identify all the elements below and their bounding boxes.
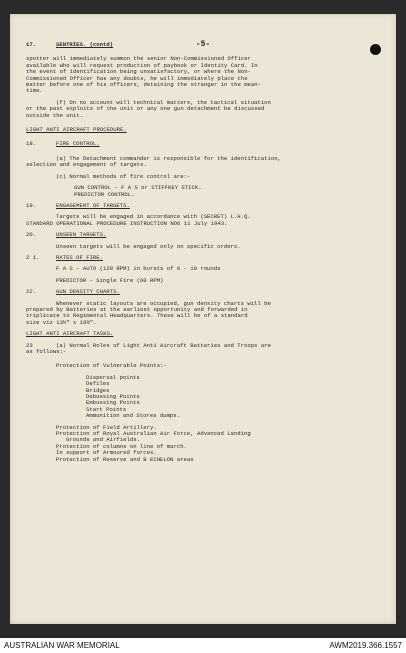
section-number: 20. bbox=[26, 231, 37, 239]
text-line: Unseen targets will be engaged only on specific orders. bbox=[56, 242, 241, 250]
list-item: Protection of Reserve and B ECHELON areas bbox=[56, 455, 194, 463]
text-line: triplicate to Regimental Headquarters. These will be of a standard bbox=[26, 312, 248, 320]
text-line: Commissioned Officer has any doubts, he will immediately place the bbox=[26, 74, 248, 82]
section-title: RATES OF FIRE. bbox=[56, 253, 103, 261]
text-line: available who will request production of paybook or Identity Card. In bbox=[26, 61, 258, 69]
text-line: size viz 13½" x 16½". bbox=[26, 318, 97, 326]
section-heading: LIGHT ANTI AIRCRAFT PROCEDURE. bbox=[26, 126, 127, 134]
footer-source: AUSTRALIAN WAR MEMORIAL bbox=[4, 641, 120, 650]
section-title: ENGAGEMENT OF TARGETS. bbox=[56, 201, 130, 209]
list-item: Ammunition and Stores dumps. bbox=[86, 412, 180, 420]
text-line: PREDICTOR - Single Fire (60 RPM) bbox=[56, 276, 164, 284]
section-heading: LIGHT ANTI AIRCRAFT TASKS. bbox=[26, 330, 114, 338]
text-line: Targets will be engaged in accordance with (SECRET) L.H.Q. bbox=[56, 213, 251, 221]
text-line: as follows:- bbox=[26, 348, 67, 355]
section-title: SENTRIES. (contd) bbox=[56, 41, 114, 48]
text-line: F A S - AUTO (120 RPM) in bursts of 6 - 10 rounds bbox=[56, 265, 221, 273]
section-number: 2 1. bbox=[26, 253, 40, 261]
text-line: Whenever static layouts are occupied, gun density charts will be bbox=[56, 299, 271, 307]
text-line: Protection of Vulnerable Points:- bbox=[56, 362, 167, 370]
list-item: In support of Armoured forces. bbox=[56, 449, 157, 457]
text-line: the event of identification being unsatisfactory, or where the Non- bbox=[26, 68, 251, 76]
page-number: -5- bbox=[195, 40, 211, 49]
text-line: or the past exploits of the unit or any one gun detachment be discussed bbox=[26, 105, 265, 113]
list-item: Protection of columns on line of march. bbox=[56, 442, 187, 450]
list-item: Start Points bbox=[86, 405, 127, 413]
list-item: Dispersal points bbox=[86, 373, 140, 381]
section-number: 17. bbox=[26, 41, 37, 48]
list-item: Protection of Field Artillery. bbox=[56, 423, 157, 431]
section-number: 23 bbox=[26, 341, 33, 349]
text-line: time. bbox=[26, 87, 43, 95]
section-number: 18. bbox=[26, 140, 37, 148]
text-line: matter before one of his officers, detaining the stranger in the mean- bbox=[26, 81, 261, 89]
list-item: Protection of Royal Australian Air Force, Advanced Landing bbox=[56, 430, 251, 438]
section-title: GUN DENSITY CHARTS. bbox=[56, 288, 120, 296]
text-line: STANDARD OPERATIONAL PROCEDURE INSTRUCTION NO6 11 July 1943. bbox=[26, 219, 228, 227]
text-line: (c) Normal methods of fire control are:- bbox=[56, 172, 191, 180]
list-item: Debussing Points bbox=[86, 393, 140, 401]
section-number: 22. bbox=[26, 288, 37, 296]
list-item: Defiles bbox=[86, 380, 110, 388]
list-item: PREDICTOR CONTROL. bbox=[74, 190, 135, 198]
list-item: Grounds and Airfields. bbox=[56, 436, 140, 444]
text-line: prepared by Batteries at the earliest opportunity and forwarded in bbox=[26, 305, 248, 313]
section-title: FIRE CONTROL. bbox=[56, 140, 100, 148]
text-line: outside the unit. bbox=[26, 111, 84, 119]
list-item: Bridges bbox=[86, 386, 110, 394]
section-title: UNSEEN TARGETS. bbox=[56, 231, 107, 239]
text-line: (a) Normal Roles of Light Anti Aircraft Batteries and Troops are bbox=[56, 341, 271, 349]
text-line: spotter will immediately summon the senior Non-Commissioned Officer bbox=[26, 55, 251, 63]
section-number: 19. bbox=[26, 201, 37, 209]
text-line: (f) On no account will technical matters, the tactical situation bbox=[56, 98, 271, 106]
list-item: GUN CONTROL - F A S or STIFFKEY STICK. bbox=[74, 184, 202, 192]
text-line: (a) The Detachment commander is responsible for the identification, bbox=[56, 154, 281, 162]
footer bbox=[0, 638, 406, 653]
footer-reference: AWM2019.366.1557 bbox=[329, 641, 402, 650]
text-line: selection and engagement of targets. bbox=[26, 161, 147, 169]
list-item: Embussing Points bbox=[86, 399, 140, 407]
document-body bbox=[26, 42, 382, 463]
